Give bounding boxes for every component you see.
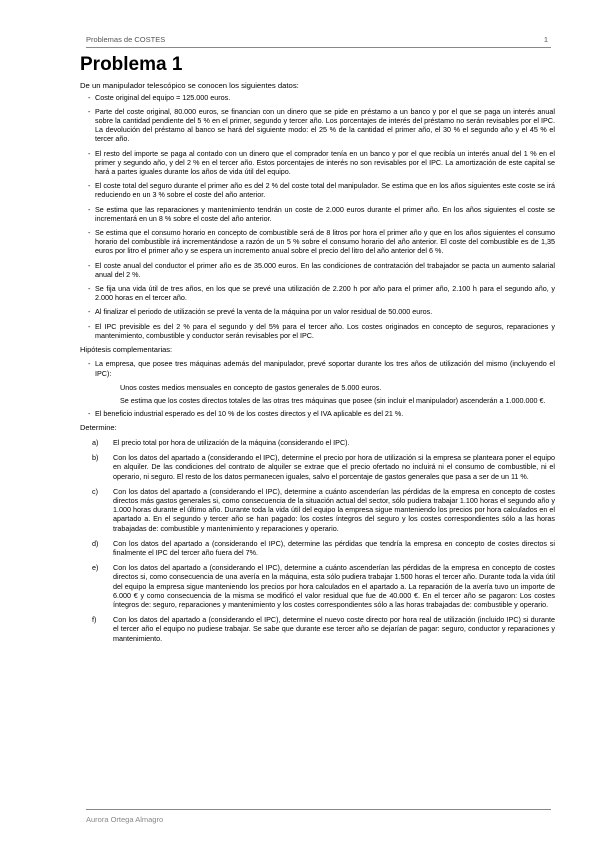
question-letter: a): [92, 437, 99, 447]
intro-text: De un manipulador telescópico se conocen los siguientes datos:: [80, 81, 299, 90]
hypothesis-sub-item: Unos costes medios mensuales en concepto de gastos generales de 5.000 euros.: [120, 382, 382, 392]
question-letter: b): [92, 453, 99, 463]
page-number: 1: [543, 35, 548, 44]
data-list: [80, 93, 555, 340]
question-item: [80, 487, 555, 533]
header-divider: [86, 47, 551, 48]
question-text: Con los datos del apartado a (considerando el IPC), determine las pérdidas que tendría la empresa en concepto de costes directos si finalmente el IPC del tercer año fuera del 7%.: [113, 538, 555, 557]
question-item: [80, 563, 555, 609]
question-item: [80, 438, 555, 447]
question-text: Con los datos del apartado a (considerando el IPC), determine a cuánto ascenderían las pérdidas de la empresa en concepto de costes directos si, como consecuencia de una avería en la máquina, esta sólo pudiera trabajar 1.500 horas el tercer año. Durante toda la vida útil del equipo la empresa sigue manteniendo los precios por hora calculados en el apartado a. La reparación de la avería tuvo un importe de 6.000 € y como consecuencia de la misma se modificó el valor residual que fue de 40.000 €. En el tercer año se pagaron: Los costes íntegros de: seguro, reparaciones y mantenimiento y los costes correspondientes sólo a las horas trabajadas de: combustible y operario.: [113, 563, 555, 609]
question-letter: c): [92, 486, 98, 496]
question-item: [80, 539, 555, 557]
question-letter: e): [92, 563, 99, 573]
hypotheses-heading: Hipótesis complementarias:: [80, 345, 173, 355]
page-header: [86, 33, 551, 47]
data-item: - Al finalizar el periodo de utilización se prevé la venta de la máquina por un valor residual de 50.000 euros.: [80, 307, 555, 316]
question-text: Con los datos del apartado a (considerando el IPC), determine el precio por hora de utilización si la empresa se planteara poner el equipo en alquiler. De las condiciones del contrato de alquiler se extrae que el precio ofertado no incluirá ni el consumo de combustible, ni el operario, ni seguro. El resto de los datos permanecen iguales, salvo el porcentaje de gastos generales que pasa a ser de un 11 %.: [113, 453, 555, 481]
data-item: - El coste anual del conductor el primer año es de 35.000 euros. En las condiciones de contratación del trabajador se pacta un aumento salarial anual del 2 %.: [80, 261, 555, 279]
data-item: - El coste total del seguro durante el primer año es del 2 % del coste total del manipulador. Se estima que en los años siguientes este coste se irá reduciendo en un 3 % sobre el coste del año anterior.: [80, 181, 555, 199]
question-text: Con los datos del apartado a (considerando el IPC), determine a cuánto ascenderían las pérdidas de la empresa en concepto de costes directos más gastos generales si, como consecuencia de la situación actual del sector, sólo pudiera trabajar 1.100 horas el segundo año y 1.000 horas durante el último año. Durante toda la vida útil del equipo la empresa sigue manteniendo los precios por hora calculados en el apartado a. En el segundo y tercer año se han pagado: los costes íntegros del seguro y los costes correspondientes sólo a las horas trabajadas de: combustible y mantenimiento y reparaciones y operario.: [113, 486, 555, 533]
question-text: Con los datos del apartado a (considerando el IPC), determine el nuevo coste directo por hora real de utilización (incluido IPC) si durante el tercer año el equipo no pudiese trabajar. Se sabe que durante ese tercer año se dejarían de pagar: seguro, conductor y reparaciones y mantenimiento.: [113, 615, 555, 643]
header-title: Problemas de COSTES: [86, 35, 166, 44]
hypothesis-sub-item: Se estima que los costes directos totales de las otras tres máquinas que posee (sin incluir el manipulador) ascenderán a 1.000.000 €.: [120, 396, 546, 406]
question-letter: d): [92, 538, 99, 548]
footer-divider: [86, 809, 551, 810]
data-item: - Coste original del equipo = 125.000 euros.: [80, 93, 555, 102]
footer-author: Aurora Ortega Almagro: [86, 815, 164, 824]
data-item: - Se estima que el consumo horario en concepto de combustible será de 8 litros por hora el primer año y que en los años siguientes el consumo horario del combustible irá incrementándose a razón de un 5 % sobre el consumo horario del año anterior. El coste del combustible es de 1,35 euros por litro el primer año y se espera un incremento anual sobre el precio del litro del año anterior del 6 %.: [80, 228, 555, 256]
data-item: - Se estima que las reparaciones y mantenimiento tendrán un coste de 2.000 euros durante el primer año. En los años siguientes el coste se incrementará en un 8 % sobre el coste del año anterior.: [80, 205, 555, 223]
problem-title: Problema 1: [80, 54, 183, 75]
data-item: - El IPC previsible es del 2 % para el segundo y del 5% para el tercer año. Los costes originados en concepto de seguros, reparaciones y mantenimiento, combustible y conductor serán revisables por el IPC.: [80, 322, 555, 340]
question-item: [80, 453, 555, 481]
document-body: [80, 54, 555, 649]
hypotheses-list: [80, 359, 555, 377]
questions-list: [80, 438, 555, 643]
hypothesis-item: - El beneficio industrial esperado es del 10 % de los costes directos y el IVA aplicable es del 21 %.: [80, 409, 555, 418]
question-letter: f): [92, 615, 97, 625]
determine-heading: Determine:: [80, 423, 117, 433]
hypotheses-list-2: [80, 409, 555, 418]
question-item: [80, 615, 555, 643]
data-item: - Parte del coste original, 80.000 euros, se financian con un dinero que se pide en préstamo a un banco y por el que se paga un interés anual sobre la cantidad pendiente del 5 % en el primer, segundo y tercer año. Los porcentajes de interés del préstamo no serán revisables por el IPC. La devolución del préstamo al banco se hará del siguiente modo: el 25 % de la cantidad el primer año, el 30 % el segundo año y el 45 % el tercer año.: [80, 107, 555, 144]
data-item: - Se fija una vida útil de tres años, en los que se prevé una utilización de 2.200 h por año para el primer año, 2.100 h para el segundo año, y 2.000 horas en el tercer año.: [80, 284, 555, 302]
data-item: - El resto del importe se paga al contado con un dinero que el comprador tenía en un banco y por el que recibía un interés anual del 1 % en el primer y segundo año, y del 2 % en el tercer año. Estos porcentajes de interés no son revisables por el IPC. La amortización de este capital se hará a partes iguales durante los años de vida útil del equipo.: [80, 149, 555, 177]
question-text: El precio total por hora de utilización de la máquina (considerando el IPC).: [113, 437, 350, 447]
hypothesis-item: - La empresa, que posee tres máquinas además del manipulador, prevé soportar durante los tres años de utilización del mismo (incluyendo el IPC):: [80, 359, 555, 377]
